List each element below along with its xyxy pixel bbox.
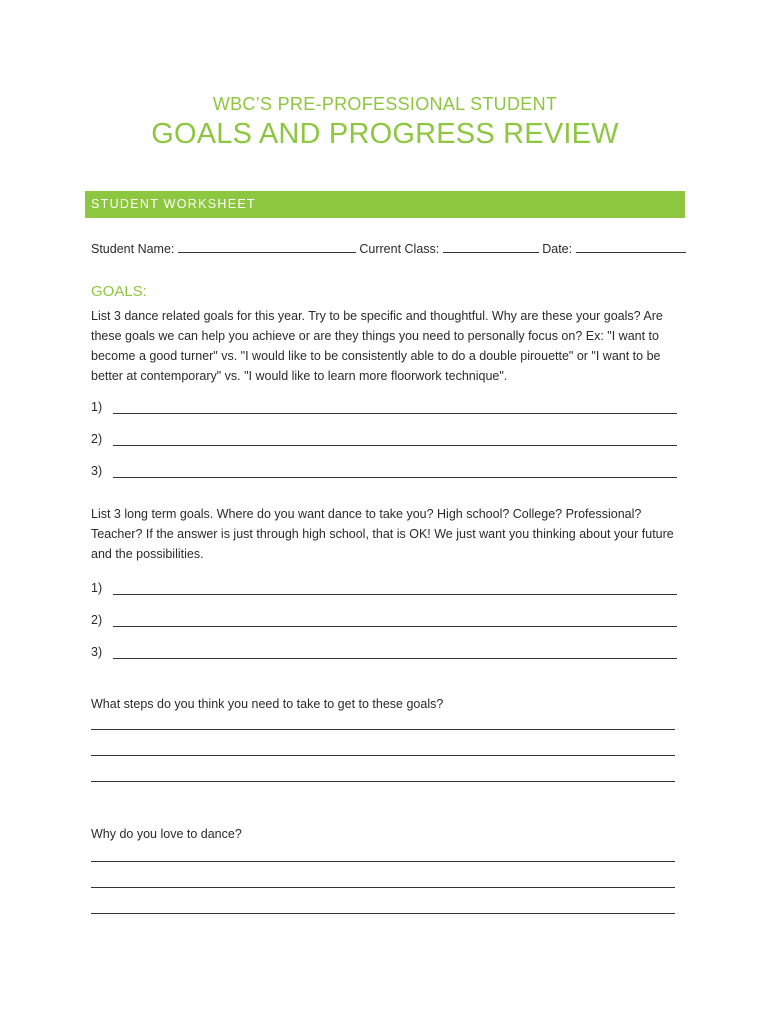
steps-answer-line[interactable] bbox=[91, 755, 675, 756]
love-answer-line[interactable] bbox=[91, 887, 675, 888]
long-term-goals-prompt: List 3 long term goals. Where do you want dance to take you? High school? College? Professional? Teacher? If the answer is just through high school, that is OK! We just want you thinking about your future and the possibilities. bbox=[91, 507, 674, 561]
section-banner-label: STUDENT WORKSHEET bbox=[91, 197, 256, 211]
line-number: 2) bbox=[91, 432, 103, 446]
answer-rule bbox=[113, 626, 677, 627]
short-term-goal-line[interactable] bbox=[91, 432, 677, 448]
love-answer-line[interactable] bbox=[91, 913, 675, 914]
answer-rule bbox=[113, 658, 677, 659]
line-number: 2) bbox=[91, 613, 103, 627]
student-name-label: Student Name: bbox=[91, 242, 175, 256]
student-name-field[interactable] bbox=[178, 240, 356, 253]
steps-answer-line[interactable] bbox=[91, 781, 675, 782]
answer-rule bbox=[113, 477, 677, 478]
line-number: 1) bbox=[91, 581, 103, 595]
form-subtitle: WBC’S PRE-PROFESSIONAL STUDENT bbox=[212, 94, 558, 114]
long-term-goal-line[interactable] bbox=[91, 613, 677, 629]
love-question: Why do you love to dance? bbox=[91, 827, 242, 841]
answer-rule bbox=[113, 594, 677, 595]
student-info-row bbox=[91, 240, 681, 256]
goals-heading: GOALS: bbox=[91, 283, 147, 300]
line-number: 3) bbox=[91, 464, 103, 478]
form-title: GOALS AND PROGRESS REVIEW bbox=[151, 118, 619, 150]
date-label: Date: bbox=[542, 242, 573, 256]
line-number: 1) bbox=[91, 400, 103, 414]
long-term-goal-line[interactable] bbox=[91, 645, 677, 661]
steps-answer-line[interactable] bbox=[91, 729, 675, 730]
short-term-goal-line[interactable] bbox=[91, 464, 677, 480]
long-term-goal-line[interactable] bbox=[91, 581, 677, 597]
current-class-label: Current Class: bbox=[359, 242, 440, 256]
section-banner bbox=[85, 191, 685, 218]
short-term-goals-prompt: List 3 dance related goals for this year. Try to be specific and thoughtful. Why are these your goals? Are these goals we can help you achieve or are they things you need to personally focus on? Ex: "I want to become a good turner" vs. "I would like to be consistently able to do a double pirouette" or "I want to be better at contemporary" vs. "I would like to learn more floorwork technique". bbox=[91, 309, 663, 383]
date-field[interactable] bbox=[576, 240, 686, 253]
love-answer-line[interactable] bbox=[91, 861, 675, 862]
current-class-field[interactable] bbox=[443, 240, 539, 253]
short-term-goal-line[interactable] bbox=[91, 400, 677, 416]
answer-rule bbox=[113, 445, 677, 446]
steps-question: What steps do you think you need to take to get to these goals? bbox=[91, 697, 444, 711]
answer-rule bbox=[113, 413, 677, 414]
line-number: 3) bbox=[91, 645, 103, 659]
